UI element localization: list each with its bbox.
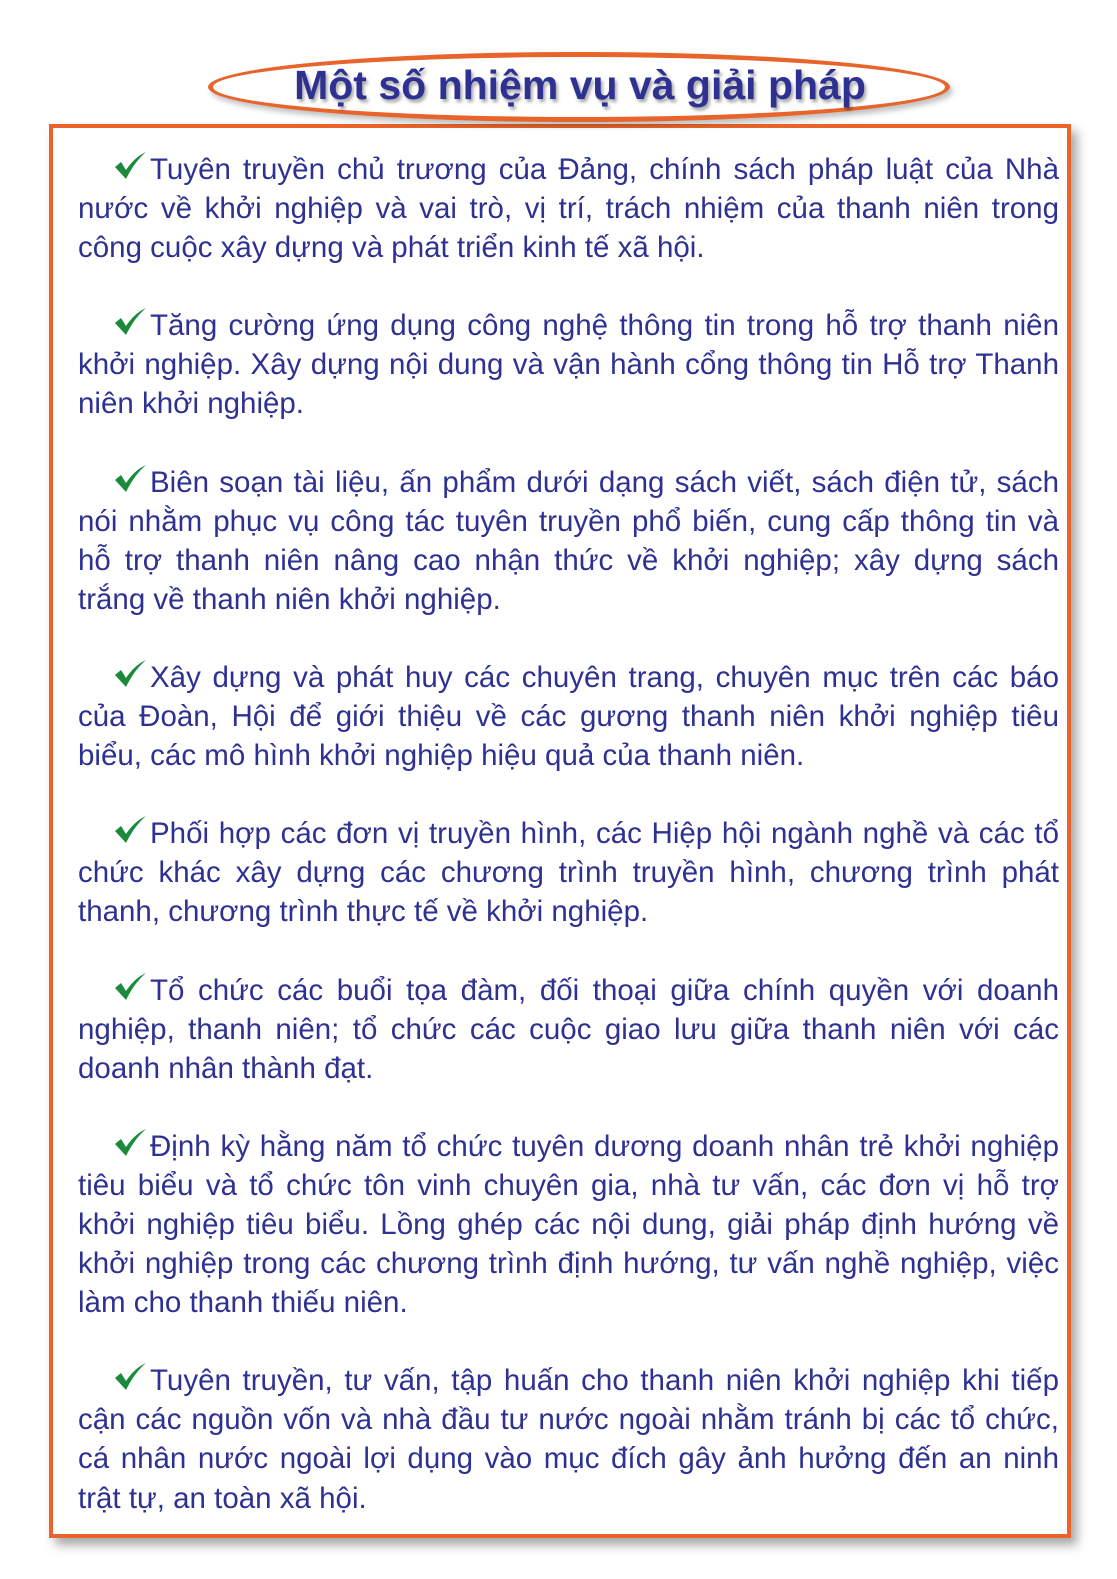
list-item bbox=[78, 1361, 1059, 1517]
list-item bbox=[78, 1127, 1059, 1322]
item-text: Tuyên truyền chủ trương của Đảng, chính sách pháp luật của Nhà nước về khởi nghiệp và vai trò, vị trí, trách nhiệm của thanh niên trong công cuộc xây dựng và phát triển kinh tế xã hội. bbox=[78, 153, 1059, 265]
check-mark-icon bbox=[112, 659, 148, 689]
list-item bbox=[78, 463, 1059, 619]
check-mark-icon bbox=[112, 307, 148, 337]
list-item bbox=[78, 971, 1059, 1088]
list-item bbox=[78, 306, 1059, 423]
check-mark-icon bbox=[112, 464, 148, 494]
check-mark-icon bbox=[112, 1128, 148, 1158]
check-mark-icon bbox=[112, 972, 148, 1002]
item-text: Phối hợp các đơn vị truyền hình, các Hiệp hội ngành nghề và các tổ chức khác xây dựng các chương trình truyền hình, chương trình phát thanh, chương trình thực tế về khởi nghiệp. bbox=[78, 817, 1059, 929]
check-mark-icon bbox=[112, 815, 148, 845]
check-mark-icon bbox=[112, 151, 148, 181]
list-item bbox=[78, 150, 1059, 267]
check-mark-icon bbox=[112, 1362, 148, 1392]
item-text: Tuyên truyền, tư vấn, tập huấn cho thanh niên khởi nghiệp khi tiếp cận các nguồn vốn và nhà đầu tư nước ngoài nhằm tránh bị các tổ chức, cá nhân nước ngoài lợi dụng vào mục đích gây ảnh hưởng đến an ninh trật tự, an toàn xã hội. bbox=[78, 1364, 1059, 1515]
item-text: Xây dựng và phát huy các chuyên trang, chuyên mục trên các báo của Đoàn, Hội để giới thiệu về các gương thanh niên khởi nghiệp tiêu biểu, các mô hình khởi nghiệp hiệu quả của thanh niên. bbox=[78, 660, 1059, 773]
page-title: Một số nhiệm vụ và giải pháp bbox=[294, 62, 866, 108]
list-item bbox=[78, 814, 1059, 931]
task-list bbox=[78, 150, 1059, 1557]
item-text: Tổ chức các buổi tọa đàm, đối thoại giữa chính quyền với doanh nghiệp, thanh niên; tổ chức các cuộc giao lưu giữa thanh niên với các doanh nhân thành đạt. bbox=[78, 973, 1059, 1085]
item-text: Tăng cường ứng dụng công nghệ thông tin trong hỗ trợ thanh niên khởi nghiệp. Xây dựng nội dung và vận hành cổng thông tin Hỗ trợ Thanh niên khởi nghiệp. bbox=[78, 309, 1059, 421]
item-text: Biên soạn tài liệu, ấn phẩm dưới dạng sách viết, sách điện tử, sách nói nhằm phục vụ công tác tuyên truyền phổ biến, cung cấp thông tin và hỗ trợ thanh niên nâng cao nhận thức về khởi nghiệp; xây dựng sách trắng về thanh niên khởi nghiệp. bbox=[78, 465, 1059, 616]
item-text: Định kỳ hằng năm tổ chức tuyên dương doanh nhân trẻ khởi nghiệp tiêu biểu và tổ chức tôn vinh chuyên gia, nhà tư vấn, các đơn vị hỗ trợ khởi nghiệp tiêu biểu. Lồng ghép các nội dung, giải pháp định hướng về khởi nghiệp trong các chương trình định hướng, tư vấn nghề nghiệp, việc làm cho thanh thiếu niên. bbox=[78, 1129, 1059, 1320]
list-item bbox=[78, 658, 1059, 775]
